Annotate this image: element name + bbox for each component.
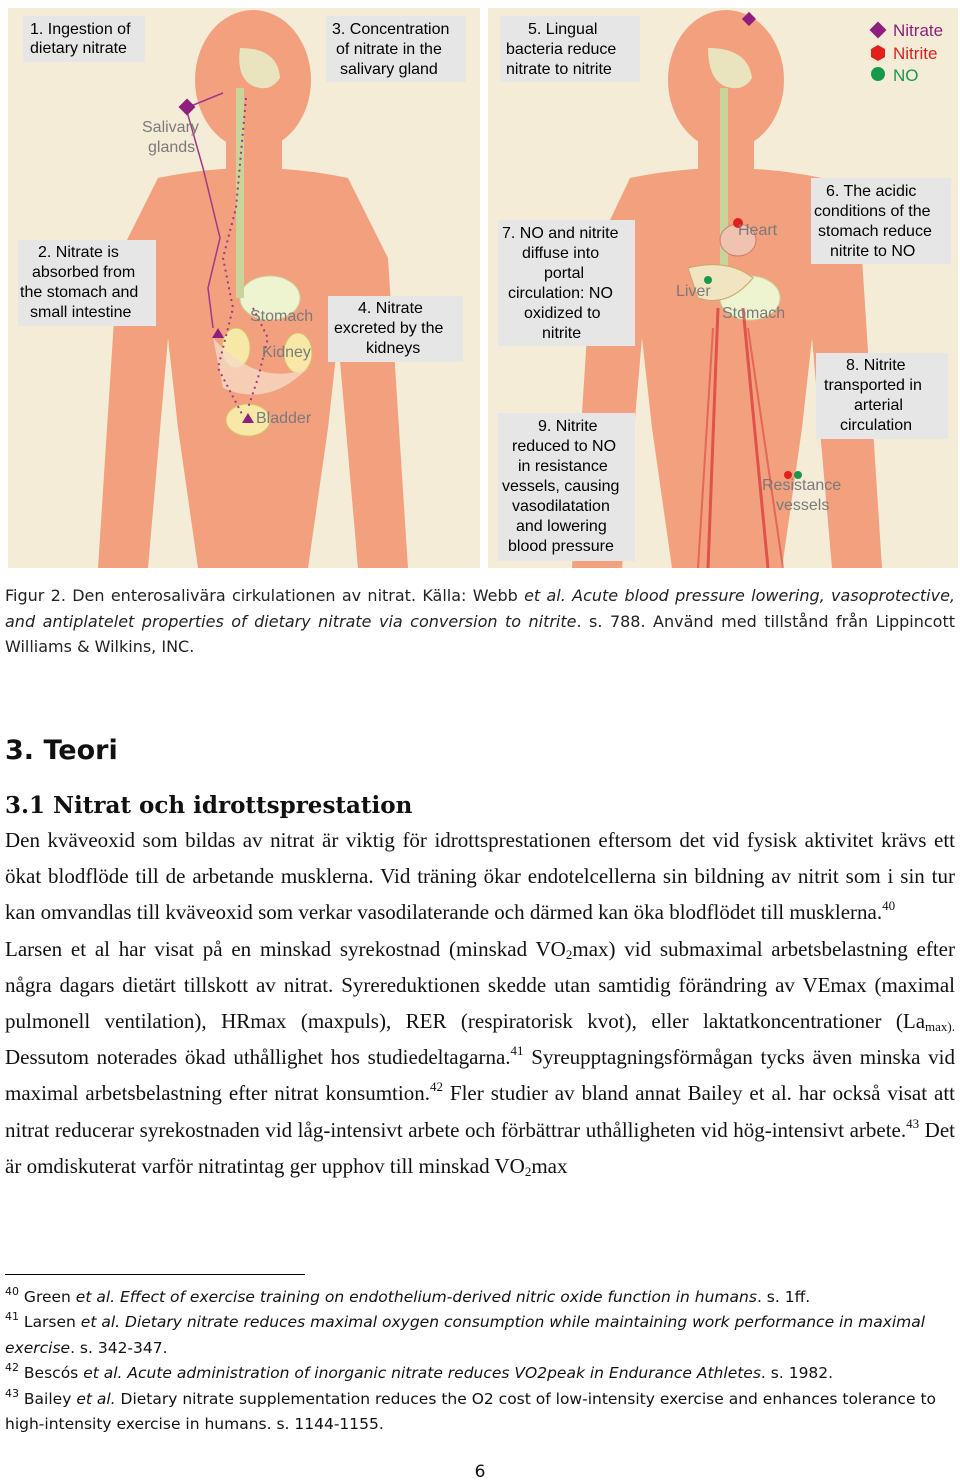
footnote-41	[5, 1310, 955, 1361]
box-6-line-3: stomach reduce	[818, 223, 932, 240]
footnote-43	[5, 1387, 955, 1438]
footnote-41-pages: . s. 342-347.	[70, 1338, 168, 1357]
box-2-line-2: absorbed from	[32, 264, 136, 281]
footnote-43-etal: et al.	[76, 1389, 116, 1408]
box-7-line-3: portal	[544, 265, 585, 282]
subscript-2: 2	[565, 946, 573, 962]
footnote-42-num: 42	[5, 1361, 19, 1375]
legend-no-marker	[871, 67, 885, 81]
box-2	[18, 240, 156, 326]
box-3-line-3: salivary gland	[340, 61, 438, 78]
box-9-line-4: vessels, causing	[502, 478, 620, 495]
box-5-line-2: bacteria reduce	[506, 41, 617, 58]
box-2-line-3: the stomach and	[20, 284, 139, 301]
footnote-40-num: 40	[5, 1285, 19, 1298]
label-bladder: Bladder	[256, 410, 312, 427]
ref-43: 43	[906, 1115, 920, 1131]
footnote-40-title: Effect of exercise training on endothelium-derived nitric oxide function in humans	[115, 1288, 757, 1306]
legend-no-label: NO	[893, 66, 919, 85]
box-4-line-1: 4. Nitrate	[358, 300, 423, 317]
footnote-41-num: 41	[5, 1310, 19, 1324]
figure-caption	[5, 583, 955, 660]
box-5-line-3: nitrate to nitrite	[506, 61, 612, 78]
footnote-41-title: Dietary nitrate reduces maximal oxygen consumption while maintaining work performance in maximal exercise	[5, 1313, 926, 1357]
box-7-line-1: 7. NO and nitrite	[502, 225, 619, 242]
paragraph-2	[5, 931, 955, 1184]
box-8-line-2: transported in	[824, 377, 922, 394]
footnote-42-pages: . s. 1982.	[760, 1364, 834, 1383]
nitrate-circulation-figure	[8, 8, 958, 570]
label-salivary-2: glands	[148, 139, 196, 156]
box-6	[811, 178, 951, 264]
subscript-2b: 2	[524, 1163, 532, 1179]
ref-40: 40	[882, 898, 896, 914]
footnote-40-author: Green	[19, 1288, 76, 1306]
box-3	[326, 16, 466, 82]
label-resistance-1: Resistance	[762, 477, 842, 494]
box-4-line-3: kidneys	[366, 340, 421, 357]
footnote-43-title: Dietary nitrate supplementation reduces the O2 cost of low-intensity exercise and enhances tolerance to high-intensity exercise in humans	[5, 1389, 937, 1434]
heading-nitrat: 3.1 Nitrat och idrottsprestation	[5, 792, 413, 819]
legend-nitrite-label: Nitrite	[893, 44, 938, 63]
footnote-41-author: Larsen	[19, 1313, 81, 1332]
label-stomach-left: Stomach	[250, 308, 314, 325]
caption-post: . s. 788. Använd med tillstånd från Lippincott Williams & Wilkins, INC.	[5, 611, 955, 656]
footnote-42-etal: et al.	[83, 1364, 123, 1383]
heading-teori: 3. Teori	[5, 735, 118, 766]
footnote-40	[5, 1285, 955, 1310]
footnote-41-etal: et al.	[80, 1313, 121, 1332]
caption-etal: et al.	[524, 586, 566, 605]
box-9-line-7: blood pressure	[508, 538, 614, 555]
label-stomach-right: Stomach	[722, 305, 786, 322]
box-4	[328, 296, 463, 362]
box-1-line-1: 1. Ingestion of	[30, 21, 131, 38]
box-8	[816, 353, 948, 439]
box-3-line-2: of nitrate in the	[336, 41, 442, 58]
box-9-line-3: in resistance	[518, 458, 608, 475]
box-6-line-2: conditions of the	[814, 203, 931, 220]
paragraph-2-f: Det är omdiskuterat varför nitratintag ger upphov till minskad VO	[5, 1117, 955, 1178]
footnote-42-author: Bescós	[19, 1364, 84, 1383]
ref-42: 42	[429, 1079, 443, 1095]
paragraph-2-g: max	[531, 1153, 568, 1178]
box-7-line-4: circulation: NO	[508, 285, 613, 302]
box-2-line-1: 2. Nitrate is	[38, 244, 119, 261]
footnote-43-author: Bailey	[19, 1389, 77, 1408]
caption-title: Acute blood pressure lowering, vasoprotective, and antiplatelet properties of dietary nitrate via conversion to nitrite	[5, 586, 956, 631]
box-5-line-1: 5. Lingual	[528, 21, 598, 38]
box-9-line-6: and lowering	[516, 518, 607, 535]
footnote-40-etal: et al.	[75, 1288, 116, 1306]
box-9	[498, 413, 635, 561]
caption-pre: Den enterosalivära cirkulationen av nitrat. Källa: Webb	[65, 586, 525, 605]
paragraph-1-text: Den kväveoxid som bildas av nitrat är viktig för idrottsprestationen eftersom det vid fysisk aktivitet krävs ett ökat blodflöde till de arbetande musklerna. Vid träning ökar endotelcellerna sin bildning av nitrit som i sin tur kan omvandlas till kväveoxid som verkar vasodilaterande och därmed kan öka blodflödet till musklerna.	[5, 828, 955, 925]
label-salivary-1: Salivary	[142, 119, 199, 136]
subscript-max: max).	[925, 1019, 955, 1035]
label-kidney: Kidney	[262, 344, 311, 361]
paragraph-2-e: Fler studier av bland annat Bailey et al. har också visat att nitrat reducerar syrekostnaden vid låg-intensivt arbete och förbättrar uthålligheten vid hög-intensivt arbete.	[5, 1081, 955, 1142]
box-8-line-4: circulation	[840, 417, 913, 434]
box-7-line-6: nitrite	[542, 325, 582, 342]
paragraph-2-d: Syreupptagningsförmågan tycks även minska vid maximal arbetsbelastning efter nitrat konsumtion.	[5, 1045, 955, 1106]
box-4-line-2: excreted by the	[334, 320, 444, 337]
footnote-42-title: Acute administration of inorganic nitrate reduces VO2peak in Endurance Athletes	[122, 1364, 761, 1383]
body-text	[5, 822, 955, 1184]
page-number: 6	[474, 1462, 486, 1482]
paragraph-1	[5, 822, 955, 931]
box-1-line-2: dietary nitrate	[30, 40, 127, 57]
box-7-line-2: diffuse into	[522, 245, 600, 262]
box-7	[498, 220, 635, 346]
footnote-40-pages: . s. 1ff.	[756, 1288, 811, 1306]
box-5	[500, 16, 640, 82]
box-2-line-4: small intestine	[30, 304, 132, 321]
box-9-line-5: vasodilatation	[512, 498, 610, 515]
ref-41: 41	[510, 1043, 524, 1059]
box-1	[23, 16, 145, 62]
caption-label: Figur 2.	[5, 586, 66, 605]
label-heart: Heart	[738, 222, 778, 239]
box-9-line-2: reduced to NO	[512, 438, 617, 455]
paragraph-2-a: Larsen et al har visat på en minskad syrekostnad (minskad VO	[5, 936, 566, 961]
footnote-rule	[5, 1274, 305, 1275]
paragraph-2-c: Dessutom noterades ökad uthållighet hos studiedeltagarna.	[5, 1045, 511, 1070]
box-9-line-1: 9. Nitrite	[538, 418, 598, 435]
label-resistance-2: vessels	[776, 497, 830, 514]
box-8-line-1: 8. Nitrite	[846, 357, 906, 374]
footnote-43-pages: . s. 1144-1155.	[266, 1415, 384, 1434]
footnote-43-num: 43	[5, 1386, 19, 1400]
footnotes	[5, 1285, 955, 1437]
box-7-line-5: oxidized to	[524, 305, 601, 322]
box-8-line-3: arterial	[854, 397, 903, 414]
box-6-line-1: 6. The acidic	[826, 183, 917, 200]
paragraph-2-b: max) vid submaximal arbetsbelastning efter några dagars dietärt tillskott av nitrat. Syrereduktionen skedde utan samtidig förändring av VEmax (maximal pulmonell ventilation), HRmax (maxpuls), RER (respiratorisk kvot), eller laktatkoncentrationer (La	[5, 936, 955, 1034]
label-liver: Liver	[676, 283, 711, 300]
legend-nitrate-label: Nitrate	[893, 21, 944, 40]
box-6-line-4: nitrite to NO	[830, 243, 916, 260]
box-3-line-1: 3. Concentration	[332, 21, 450, 38]
footnote-42	[5, 1361, 955, 1386]
